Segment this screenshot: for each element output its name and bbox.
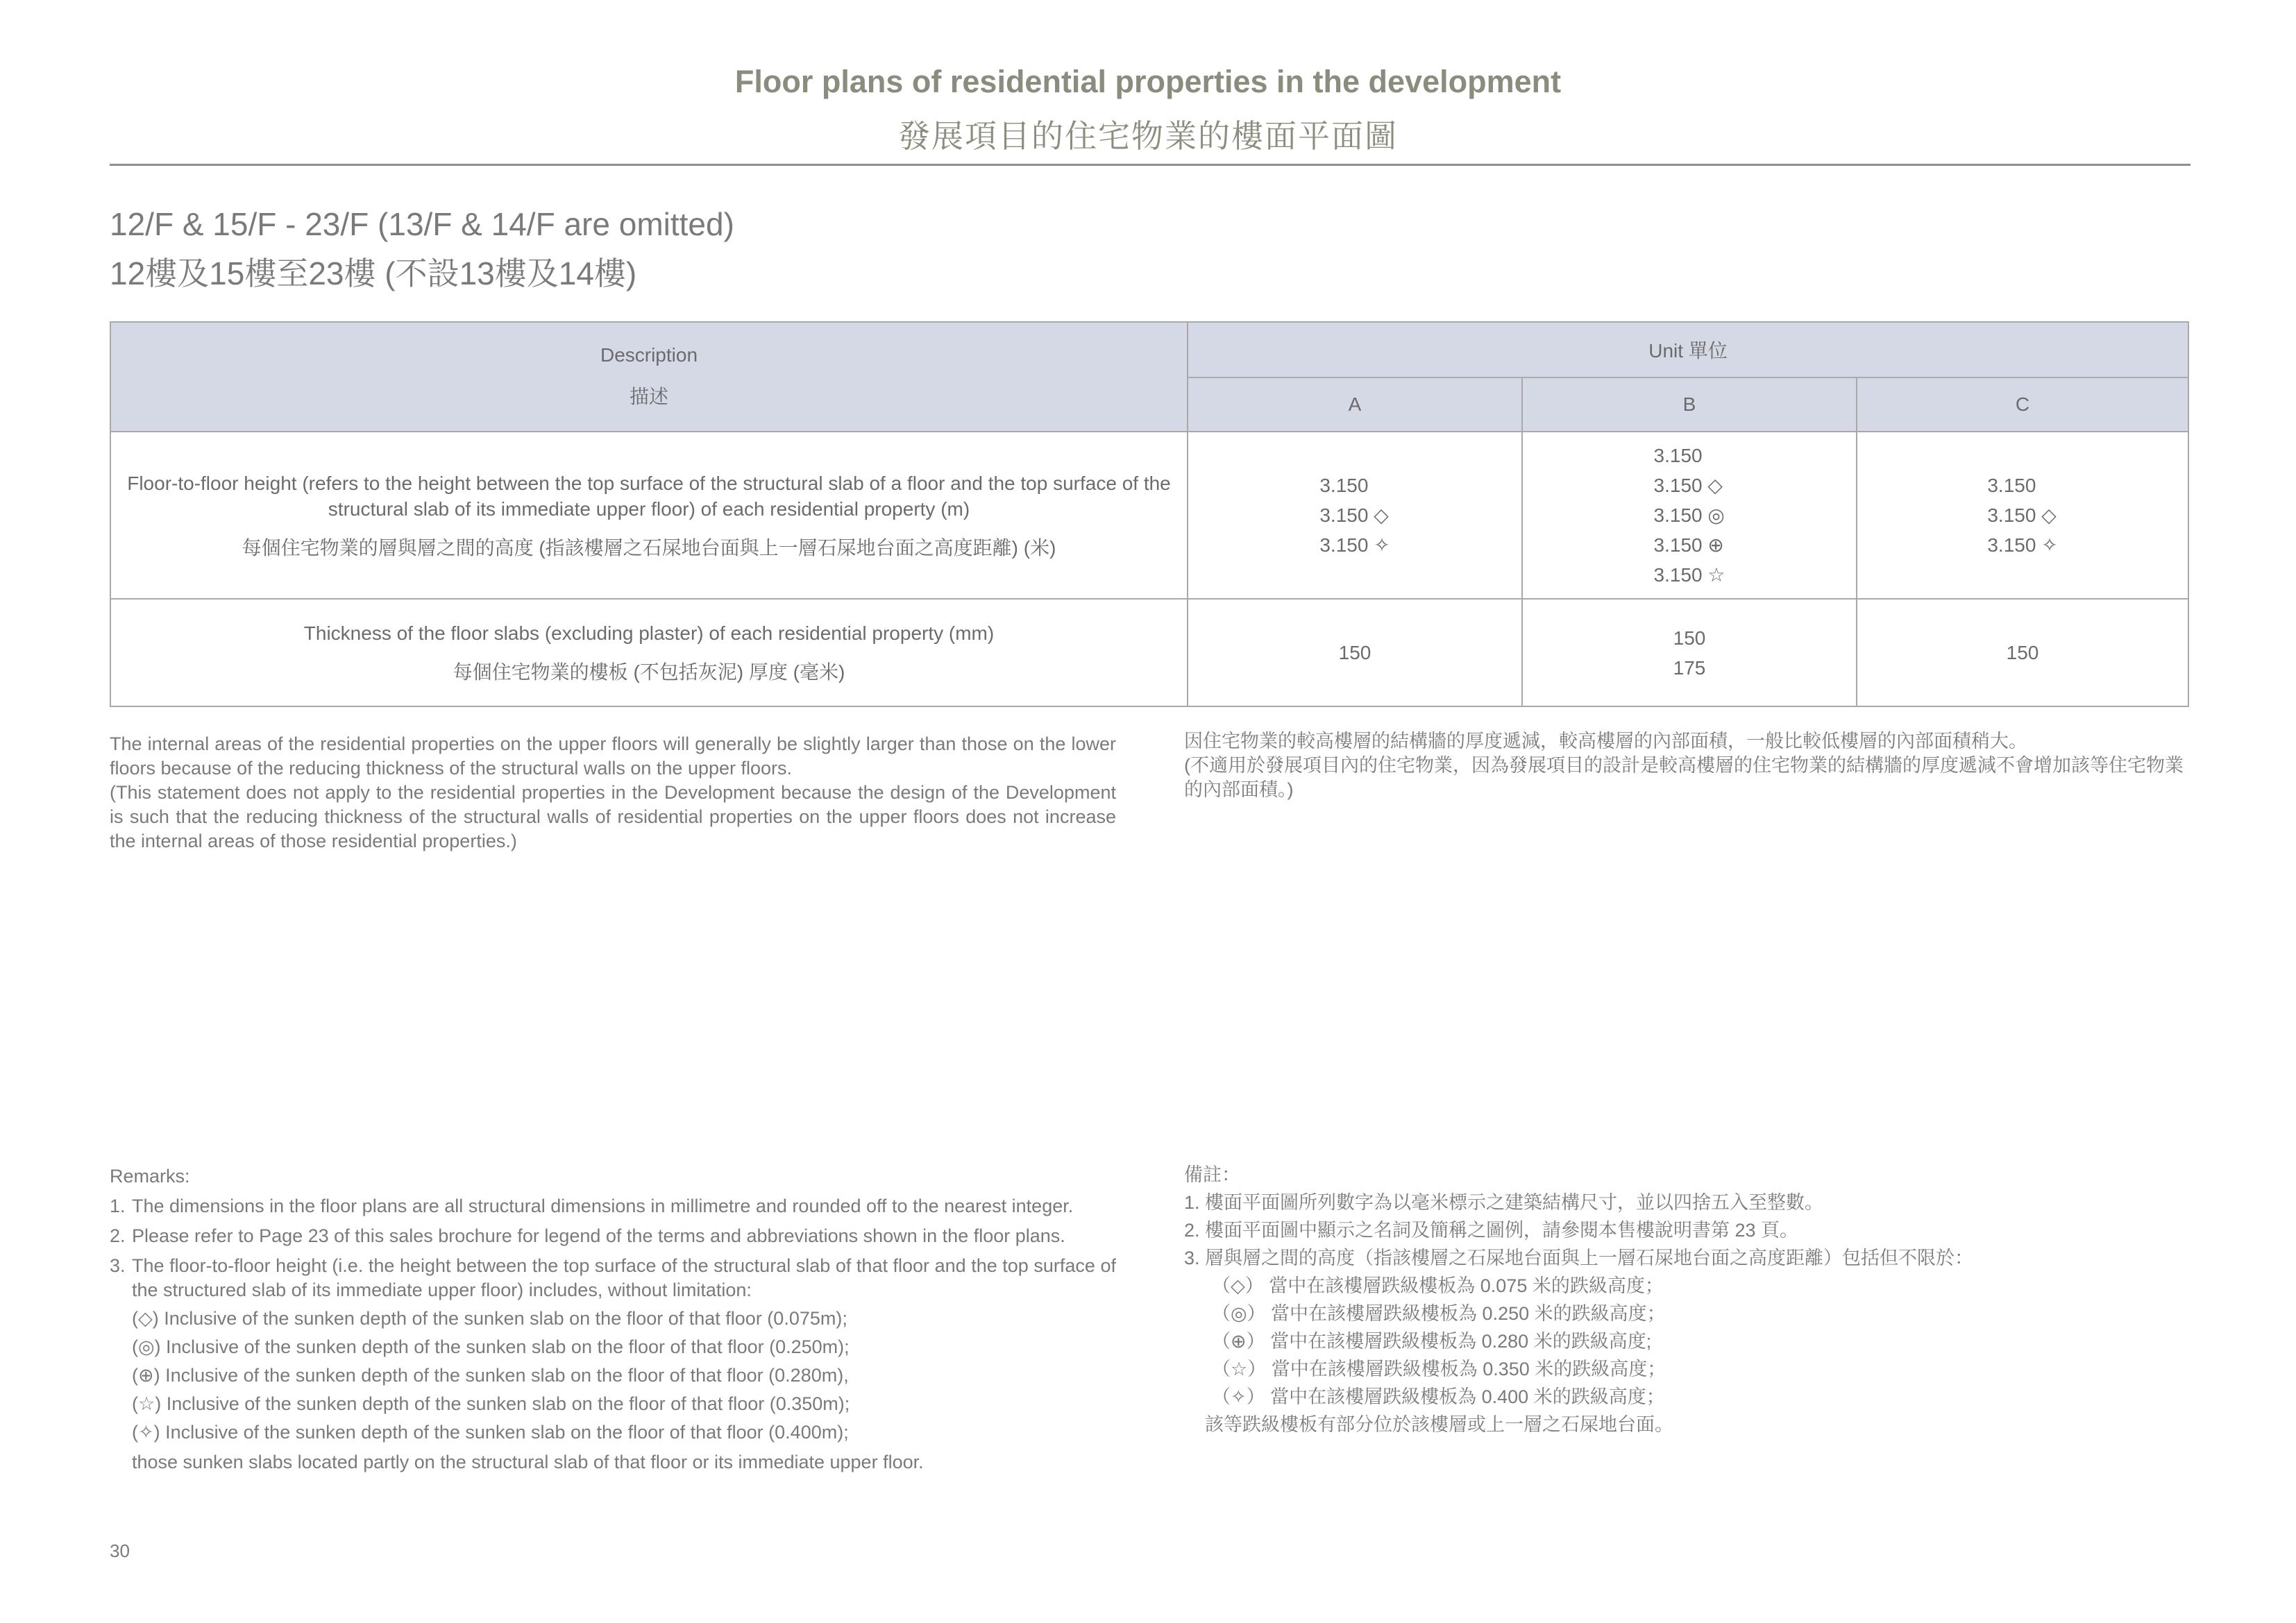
value-cell: 3.150 ☆ xyxy=(1653,564,1725,586)
table-row xyxy=(110,432,2188,599)
list-item xyxy=(110,1194,1116,1218)
sub-list-item: （◇） 當中在該樓層跌級樓板為 0.075 米的跌級高度； xyxy=(1212,1275,1664,1296)
sub-list-item: （⊕） 當中在該樓層跌級樓板為 0.280 米的跌級高度; xyxy=(1212,1331,1652,1352)
value-cell: 175 xyxy=(1673,656,1706,679)
list-text: The floor-to-floor height (i.e. the height between the top surface of the structural slab of that floor and the top surface of the structured slab of its immediate upper floor) includes, without limitation: xyxy=(132,1255,1116,1300)
list-number: 3. xyxy=(110,1255,126,1276)
slab-thickness-unit-b xyxy=(1522,599,1857,706)
remarks-zh xyxy=(1184,1163,2191,1441)
remarks-heading-zh: 備註： xyxy=(1184,1164,1240,1185)
internal-area-note-en xyxy=(110,732,1116,853)
note-paragraph: (This statement does not apply to the residential properties in the Development because the design of the Development is such that the reducing thickness of the structural walls of residential properties on the upper floors does not increase the internal areas of those residential properties.) xyxy=(110,782,1116,851)
sub-list-item: (◎) Inclusive of the sunken depth of the sunken slab on the floor of that floor (0.250m); xyxy=(132,1336,850,1357)
sub-list-item: （✧） 當中在該樓層跌級樓板為 0.400 米的跌級高度； xyxy=(1212,1386,1665,1407)
value-cell: 3.150 ◇ xyxy=(1319,504,1389,526)
sub-list-item: (☆) Inclusive of the sunken depth of the sunken slab on the floor of that floor (0.350m); xyxy=(132,1393,850,1414)
unit-c-header: C xyxy=(1857,377,2188,432)
list-item xyxy=(110,1254,1116,1302)
slab-thickness-desc-zh: 每個住宅物業的樓板 (不包括灰泥) 厚度 (毫米) xyxy=(453,661,845,683)
slab-thickness-unit-a xyxy=(1188,599,1522,706)
table-row xyxy=(110,599,2188,706)
page-title-zh: 發展項目的住宅物業的樓面平面圖 xyxy=(898,118,1398,154)
floor-heading-zh: 12樓及15樓至23樓 (不設13樓及14樓) xyxy=(110,255,637,291)
list-item: 2. 樓面平面圖中顯示之名詞及簡稱之圖例，請參閱本售樓說明書第 23 頁。 xyxy=(1184,1220,1799,1241)
unit-header-cell: Unit 單位 xyxy=(1188,322,2188,377)
list-number: 1. xyxy=(110,1196,126,1216)
page-number: 30 xyxy=(110,1540,130,1561)
value-cell: 150 xyxy=(2006,642,2039,663)
list-text: The dimensions in the floor plans are all structural dimensions in millimetre and rounded off to the nearest integer. xyxy=(132,1196,1074,1216)
description-label-en: Description xyxy=(600,344,698,366)
description-header-cell xyxy=(110,322,1188,432)
description-label-zh: 描述 xyxy=(629,386,668,407)
value-cell: 3.150 xyxy=(1653,445,1703,466)
floor-height-desc-en: Floor-to-floor height (refers to the height between the top surface of the structural slab of a floor and the top surface of the structural slab of its immediate upper floor) of each residential property (m) xyxy=(127,472,1171,520)
unit-a-header: A xyxy=(1188,377,1522,432)
floor-height-unit-b xyxy=(1522,432,1857,599)
value-cell: 3.150 ◇ xyxy=(1653,475,1723,496)
value-cell: 3.150 xyxy=(1987,475,2036,496)
sub-list-item: （☆） 當中在該樓層跌級樓板為 0.350 米的跌級高度； xyxy=(1212,1359,1666,1379)
table-header-row xyxy=(110,322,2188,377)
unit-b-header: B xyxy=(1522,377,1857,432)
value-cell: 3.150 ◇ xyxy=(1987,504,2057,526)
floor-spec-table xyxy=(110,321,2189,707)
value-cell: 3.150 ✧ xyxy=(1987,534,2058,556)
floor-height-unit-a xyxy=(1188,432,1522,599)
page-title-en: Floor plans of residential properties in the development xyxy=(734,64,1562,99)
floor-height-unit-c xyxy=(1857,432,2188,599)
list-item: 3. 層與層之間的高度（指該樓層之石屎地台面與上一層石屎地台面之高度距離）包括但不限於： xyxy=(1184,1248,1974,1268)
remarks-en xyxy=(110,1164,1116,1475)
remarks-closing-en: those sunken slabs located partly on the structural slab of that floor or its immediate upper floor. xyxy=(132,1452,924,1472)
sub-list-item: (✧) Inclusive of the sunken depth of the sunken slab on the floor of that floor (0.400m); xyxy=(132,1422,849,1443)
slab-thickness-unit-c xyxy=(1857,599,2188,706)
list-item xyxy=(110,1224,1116,1248)
sub-list-item: （◎） 當中在該樓層跌級樓板為 0.250 米的跌級高度； xyxy=(1212,1303,1666,1324)
value-cell: 3.150 xyxy=(1319,475,1369,496)
slab-thickness-description xyxy=(110,599,1188,706)
list-text: Please refer to Page 23 of this sales brochure for legend of the terms and abbreviations shown in the floor plans. xyxy=(132,1225,1065,1246)
sub-list-item: (⊕) Inclusive of the sunken depth of the sunken slab on the floor of that floor (0.280m), xyxy=(132,1365,849,1386)
floor-height-desc-zh: 每個住宅物業的層與層之間的高度 (指該樓層之石屎地台面與上一層石屎地台面之高度距離) (米) xyxy=(242,536,1056,559)
value-cell: 3.150 ✧ xyxy=(1319,534,1390,556)
internal-area-note-zh xyxy=(1184,729,2191,802)
list-item: 1. 樓面平面圖所列數字為以毫米標示之建築結構尺寸，並以四捨五入至整數。 xyxy=(1184,1192,1824,1213)
value-cell: 3.150 ⊕ xyxy=(1653,534,1724,556)
value-cell: 150 xyxy=(1673,627,1706,649)
sub-list-item: (◇) Inclusive of the sunken depth of the sunken slab on the floor of that floor (0.075m); xyxy=(132,1308,847,1329)
value-cell: 150 xyxy=(1338,642,1371,663)
value-cell: 3.150 ◎ xyxy=(1653,504,1725,526)
remarks-heading-en: Remarks: xyxy=(110,1166,190,1187)
list-number: 2. xyxy=(110,1225,126,1246)
header-divider xyxy=(110,164,2191,166)
note-paragraph: The internal areas of the residential properties on the upper floors will generally be slightly larger than those on the lower floors because of the reducing thickness of the structural walls on the upper floors. xyxy=(110,733,1116,779)
slab-thickness-desc-en: Thickness of the floor slabs (excluding plaster) of each residential property (mm) xyxy=(303,622,995,644)
note-paragraph: (不適用於發展項目內的住宅物業，因為發展項目的設計是較高樓層的住宅物業的結構牆的厚度遞減不會增加該等住宅物業的內部面積。) xyxy=(1184,755,2184,800)
remarks-closing-zh: 該等跌級樓板有部分位於該樓層或上一層之石屎地台面。 xyxy=(1205,1414,1673,1435)
floor-heading-en: 12/F & 15/F - 23/F (13/F & 14/F are omitted) xyxy=(110,206,734,242)
floor-height-description xyxy=(110,432,1188,599)
note-paragraph: 因住宅物業的較高樓層的結構牆的厚度遞減，較高樓層的內部面積，一般比較低樓層的內部面積稍大。 xyxy=(1184,731,2027,751)
